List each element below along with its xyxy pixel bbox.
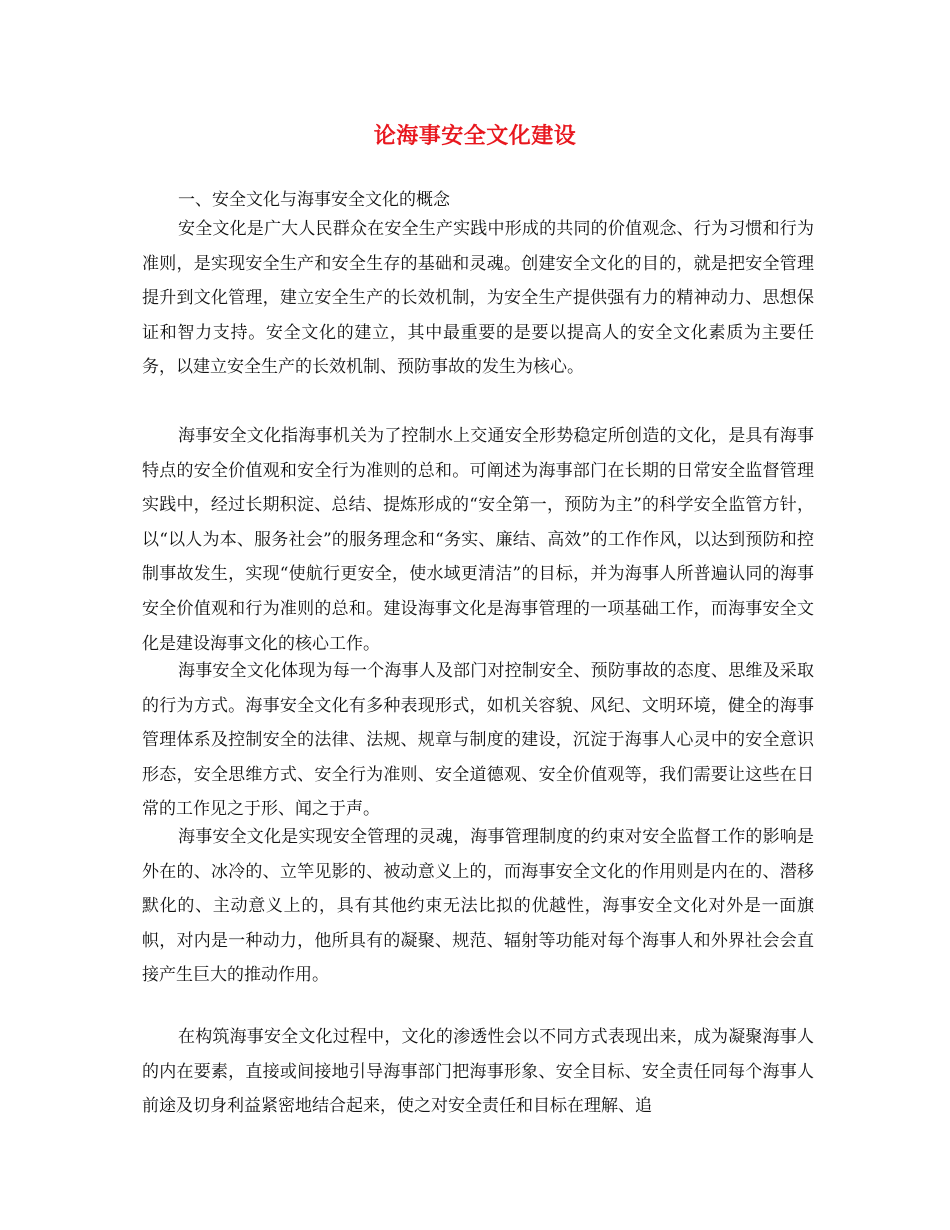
paragraph: 在构筑海事安全文化过程中，文化的渗透性会以不同方式表现出来，成为凝聚海事人的内在要素，直接或间接地引导海事部门把海事形象、安全目标、安全责任同每个海事人前途及切身利益紧密地结合起来，使之对安全责任和目标在理解、追 xyxy=(142,1027,814,1117)
document-title: 论海事安全文化建设 xyxy=(373,123,577,149)
paragraph: 海事安全文化体现为每一个海事人及部门对控制安全、预防事故的态度、思维及采取的行为方式。海事安全文化有多种表现形式，如机关容貌、风纪、文明环境，健全的海事管理体系及控制安全的法律、法规、规章与制度的建设，沉淀于海事人心灵中的安全意识形态，安全思维方式、安全行为准则、安全道德观、安全价值观等，我们需要让这些在日常的工作见之于形、闻之于声。 xyxy=(142,661,814,820)
paragraph: 海事安全文化是实现安全管理的灵魂，海事管理制度的约束对安全监督工作的影响是外在的、冰冷的、立竿见影的、被动意义上的，而海事安全文化的作用则是内在的、潜移默化的、主动意义上的，具有其他约束无法比拟的优越性，海事安全文化对外是一面旗帜，对内是一种动力，他所具有的凝聚、规范、辐射等功能对每个海事人和外界社会会直接产生巨大的推动作用。 xyxy=(142,827,814,986)
paragraph: 安全文化是广大人民群众在安全生产实践中形成的共同的价值观念、行为习惯和行为准则，是实现安全生产和安全生存的基础和灵魂。创建安全文化的目的，就是把安全管理提升到文化管理，建立安全生产的长效机制，为安全生产提供强有力的精神动力、思想保证和智力支持。安全文化的建立，其中最重要的是要以提高人的安全文化素质为主要任务，以建立安全生产的长效机制、预防事故的发生为核心。 xyxy=(142,219,814,378)
paragraph: 海事安全文化指海事机关为了控制水上交通安全形势稳定所创造的文化，是具有海事特点的安全价值观和安全行为准则的总和。可阐述为海事部门在长期的日常安全监督管理实践中，经过长期积淀、总结、提炼形成的“安全第一，预防为主”的科学安全监管方针，以“以人为本、服务社会”的服务理念和“务实、廉结、高效”的工作作风，以达到预防和控制事故发生，实现“使航行更安全，使水域更清洁”的目标，并为海事人所普遍认同的海事安全价值观和行为准则的总和。建设海事文化是海事管理的一项基础工作，而海事安全文化是建设海事文化的核心工作。 xyxy=(142,426,814,654)
section-heading: 一、安全文化与海事安全文化的概念 xyxy=(178,190,450,210)
